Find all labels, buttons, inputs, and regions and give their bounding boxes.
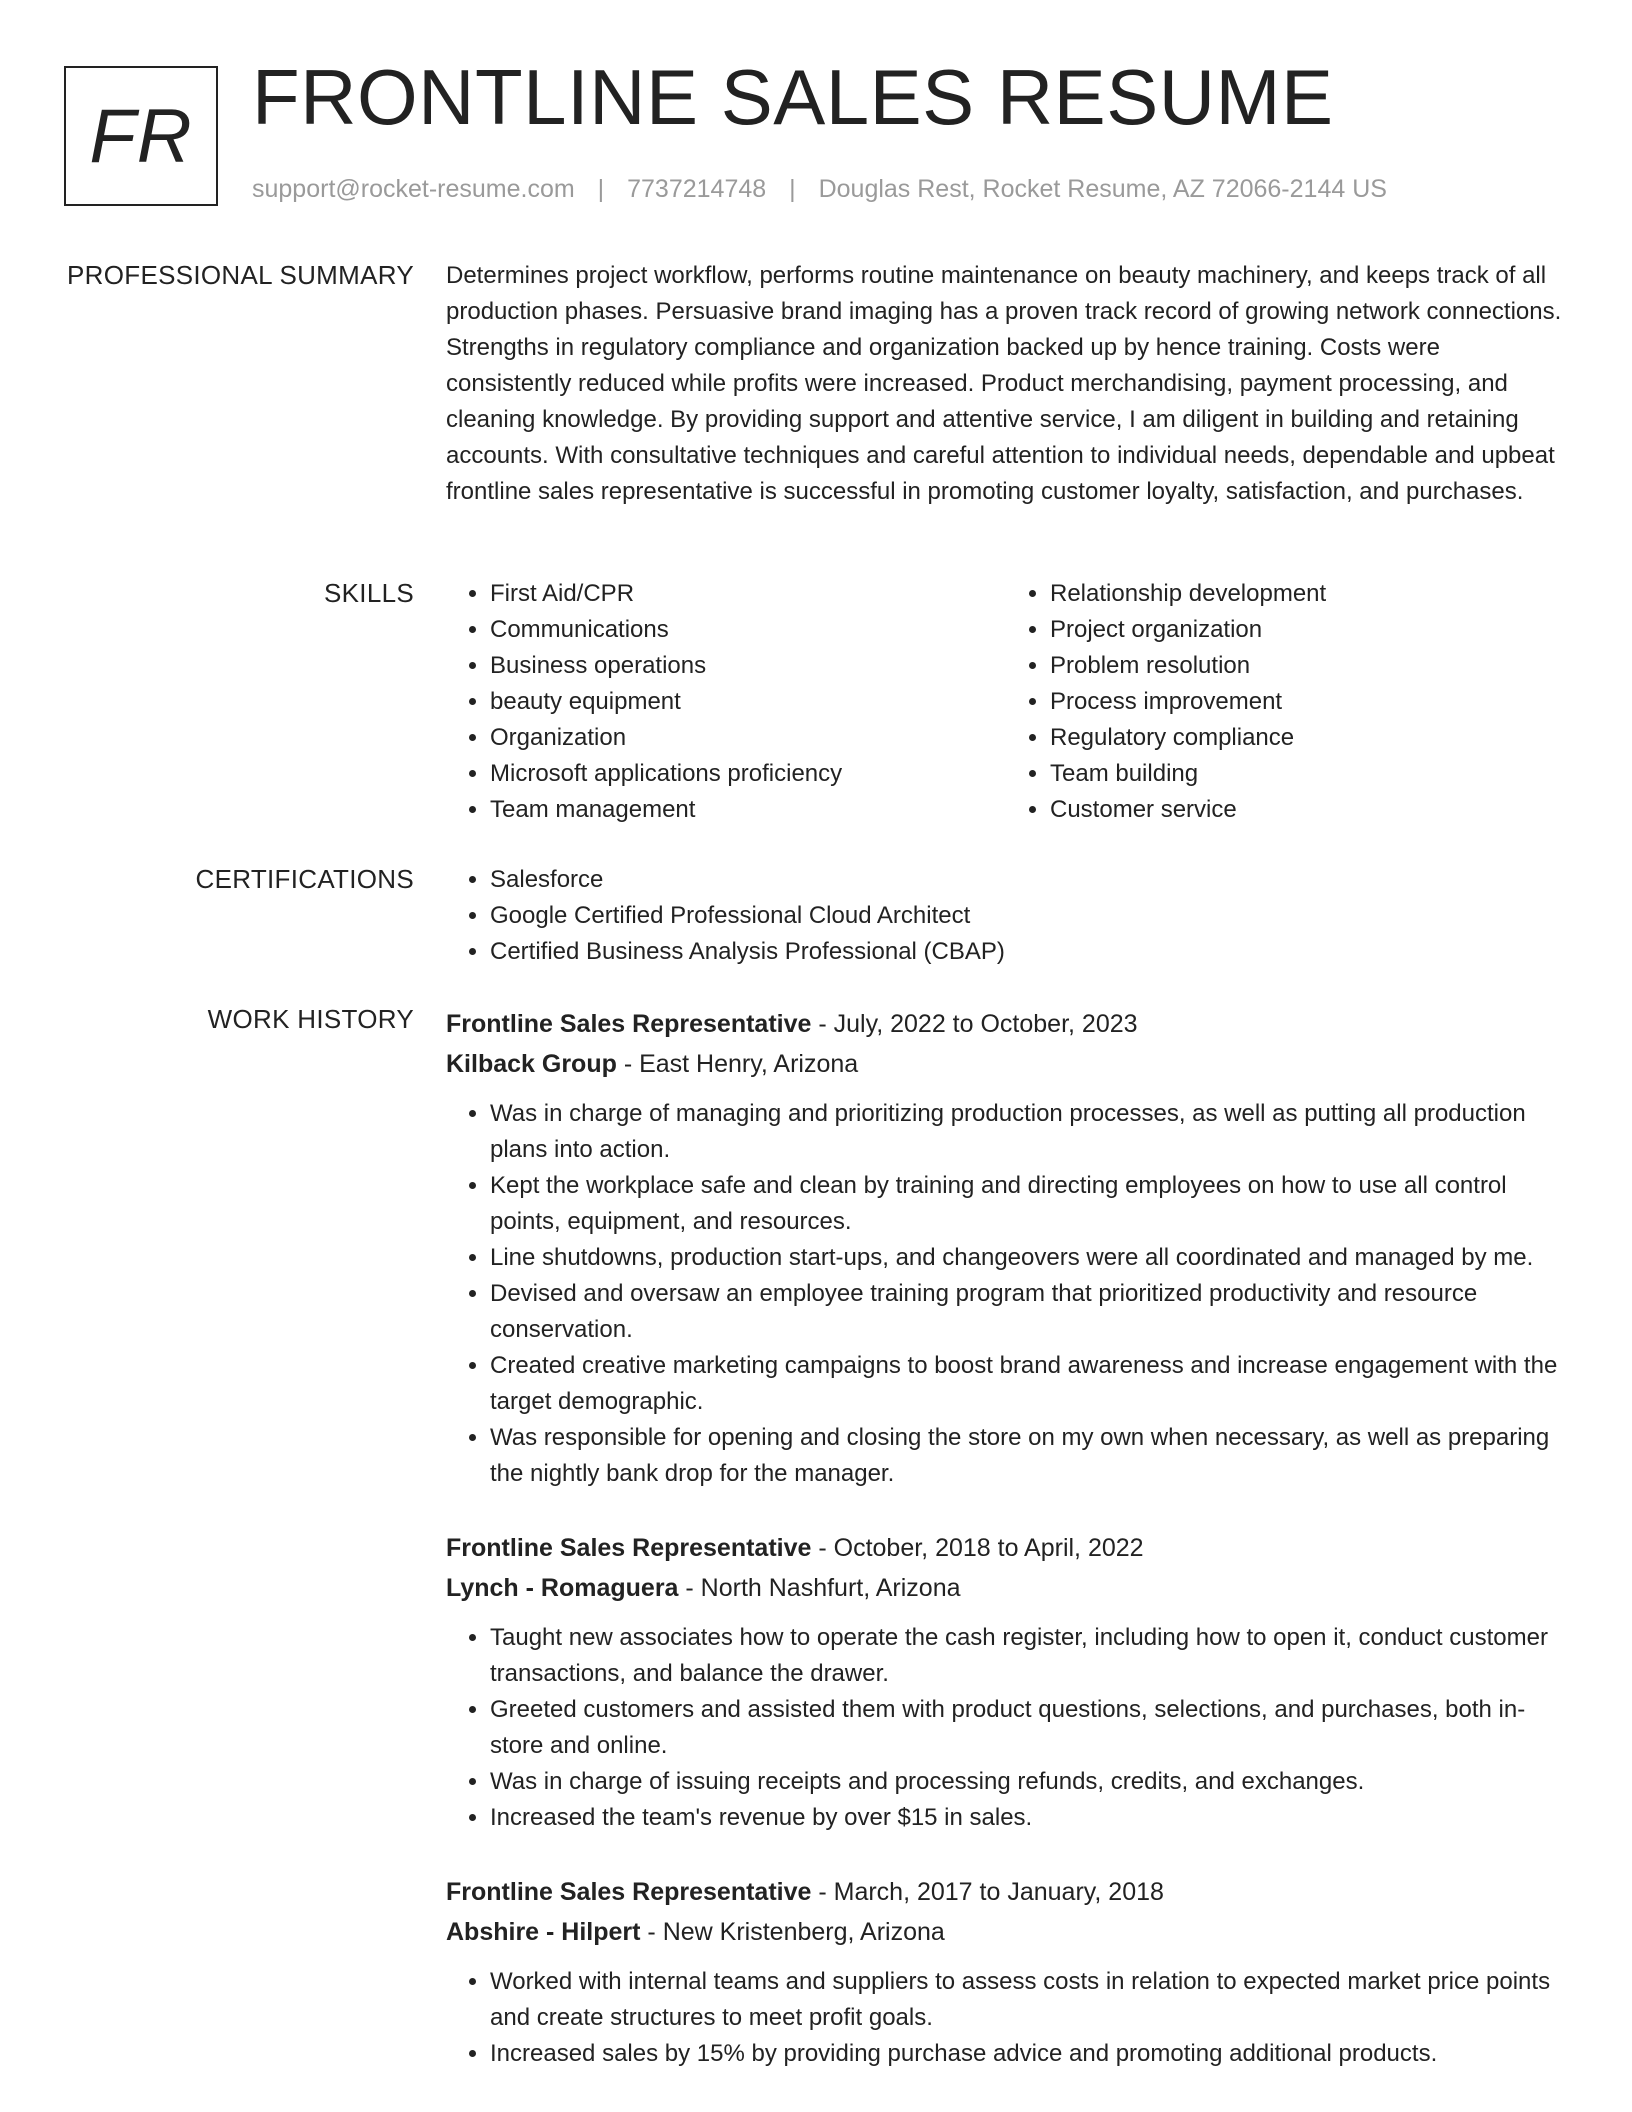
job-bullet: • Kept the workplace safe and clean by training and directing employees on how to use all control points, equipment, and resources. — [490, 1168, 1566, 1240]
certification-item: • Salesforce — [490, 862, 1566, 898]
job-location: - East Henry, Arizona — [616, 1050, 859, 1078]
certification-item: • Certified Business Analysis Professional (CBAP) — [490, 934, 1566, 970]
monogram-badge — [64, 66, 218, 206]
job-bullet: • Created creative marketing campaigns to boost brand awareness and increase engagement with the target demographic. — [490, 1348, 1566, 1420]
job-bullet: • Was in charge of issuing receipts and processing refunds, credits, and exchanges. — [490, 1764, 1566, 1800]
contact-email[interactable]: support@rocket-resume.com — [252, 175, 575, 203]
skill-item: • Regulatory compliance — [1050, 720, 1566, 756]
section-heading-summary: PROFESSIONAL SUMMARY — [67, 260, 414, 290]
job-bullet: • Greeted customers and assisted them with product questions, selections, and purchases, both in-store and online. — [490, 1692, 1566, 1764]
job-location: - North Nashfurt, Arizona — [678, 1574, 961, 1602]
job-title-line — [446, 1004, 1566, 1044]
section-heading-certifications: CERTIFICATIONS — [195, 864, 414, 894]
contact-separator: | — [789, 175, 796, 203]
monogram-text: FR — [89, 93, 193, 179]
job-title-line — [446, 1872, 1566, 1912]
job-bullet: • Devised and oversaw an employee training program that prioritized productivity and resource conservation. — [490, 1276, 1566, 1348]
job-bullet: • Increased sales by 15% by providing purchase advice and promoting additional products. — [490, 2036, 1566, 2072]
certifications-list — [446, 862, 1566, 970]
job-title-line — [446, 1528, 1566, 1568]
job-dates: - October, 2018 to April, 2022 — [811, 1534, 1144, 1562]
job-bullet: • Was responsible for opening and closing the store on my own when necessary, as well as preparing the nightly bank drop for the manager. — [490, 1420, 1566, 1492]
skill-item: • Customer service — [1050, 792, 1566, 828]
job-company: Lynch - Romaguera — [446, 1574, 679, 1602]
job-company-line — [446, 1912, 1566, 1952]
contact-separator: | — [597, 175, 605, 203]
job-company-line — [446, 1044, 1566, 1084]
contact-address: Douglas Rest, Rocket Resume, AZ 72066-2144 US — [818, 175, 1387, 203]
job-title: Frontline Sales Representative — [446, 1010, 812, 1038]
job-bullets — [446, 1620, 1566, 1836]
job-entry — [446, 1872, 1566, 2072]
skill-item: • Microsoft applications proficiency — [490, 756, 1006, 792]
skill-item: • Organization — [490, 720, 1006, 756]
job-dates: - July, 2022 to October, 2023 — [811, 1010, 1138, 1038]
resume-title: FRONTLINE SALES RESUME — [252, 53, 1334, 141]
job-bullet: • Taught new associates how to operate the cash register, including how to open it, conduct customer transactions, and balance the drawer. — [490, 1620, 1566, 1692]
skills-list-right — [1006, 576, 1566, 828]
job-bullets — [446, 1964, 1566, 2072]
section-heading-skills: SKILLS — [324, 578, 414, 608]
job-bullet: • Line shutdowns, production start-ups, and changeovers were all coordinated and managed by me. — [490, 1240, 1566, 1276]
skill-item: • beauty equipment — [490, 684, 1006, 720]
skill-item: • Process improvement — [1050, 684, 1566, 720]
job-bullet: • Increased the team's revenue by over $15 in sales. — [490, 1800, 1566, 1836]
skill-item: • Team management — [490, 792, 1006, 828]
skill-item: • Business operations — [490, 648, 1006, 684]
job-company: Abshire - Hilpert — [446, 1918, 641, 1946]
skill-item: • Communications — [490, 612, 1006, 648]
job-entry — [446, 1528, 1566, 1836]
contact-line — [252, 175, 1387, 204]
job-title: Frontline Sales Representative — [446, 1878, 812, 1906]
skill-item: • First Aid/CPR — [490, 576, 1006, 612]
certification-item: • Google Certified Professional Cloud Architect — [490, 898, 1566, 934]
contact-phone[interactable]: 7737214748 — [627, 175, 767, 203]
skill-item: • Relationship development — [1050, 576, 1566, 612]
job-company-line — [446, 1568, 1566, 1608]
job-entry — [446, 1004, 1566, 1492]
job-dates: - March, 2017 to January, 2018 — [811, 1878, 1164, 1906]
job-bullet: • Worked with internal teams and suppliers to assess costs in relation to expected market price points and create structures to meet profit goals. — [490, 1964, 1566, 2036]
skill-item: • Problem resolution — [1050, 648, 1566, 684]
skills-list-left — [446, 576, 1006, 828]
job-company: Kilback Group — [446, 1050, 617, 1078]
job-bullets — [446, 1096, 1566, 1492]
section-heading-work-history: WORK HISTORY — [207, 1004, 414, 1034]
skills-grid — [446, 576, 1566, 828]
summary-text: Determines project workflow, performs routine maintenance on beauty machinery, and keeps track of all production phases. Persuasive brand imaging has a proven track record of growing network connections. Strengths in regulatory compliance and organization backed up by hence training. Costs were consistently reduced while profits were increased. Product merchandising, payment processing, and cleaning knowledge. By providing support and attentive service, I am diligent in building and retaining accounts. With consultative techniques and careful attention to individual needs, dependable and upbeat frontline sales representative is successful in promoting customer loyalty, satisfaction, and purchases. — [446, 262, 1562, 505]
job-location: - New Kristenberg, Arizona — [640, 1918, 945, 1946]
skill-item: • Project organization — [1050, 612, 1566, 648]
job-title: Frontline Sales Representative — [446, 1534, 812, 1562]
skill-item: • Team building — [1050, 756, 1566, 792]
job-bullet: • Was in charge of managing and prioritizing production processes, as well as putting all production plans into action. — [490, 1096, 1566, 1168]
